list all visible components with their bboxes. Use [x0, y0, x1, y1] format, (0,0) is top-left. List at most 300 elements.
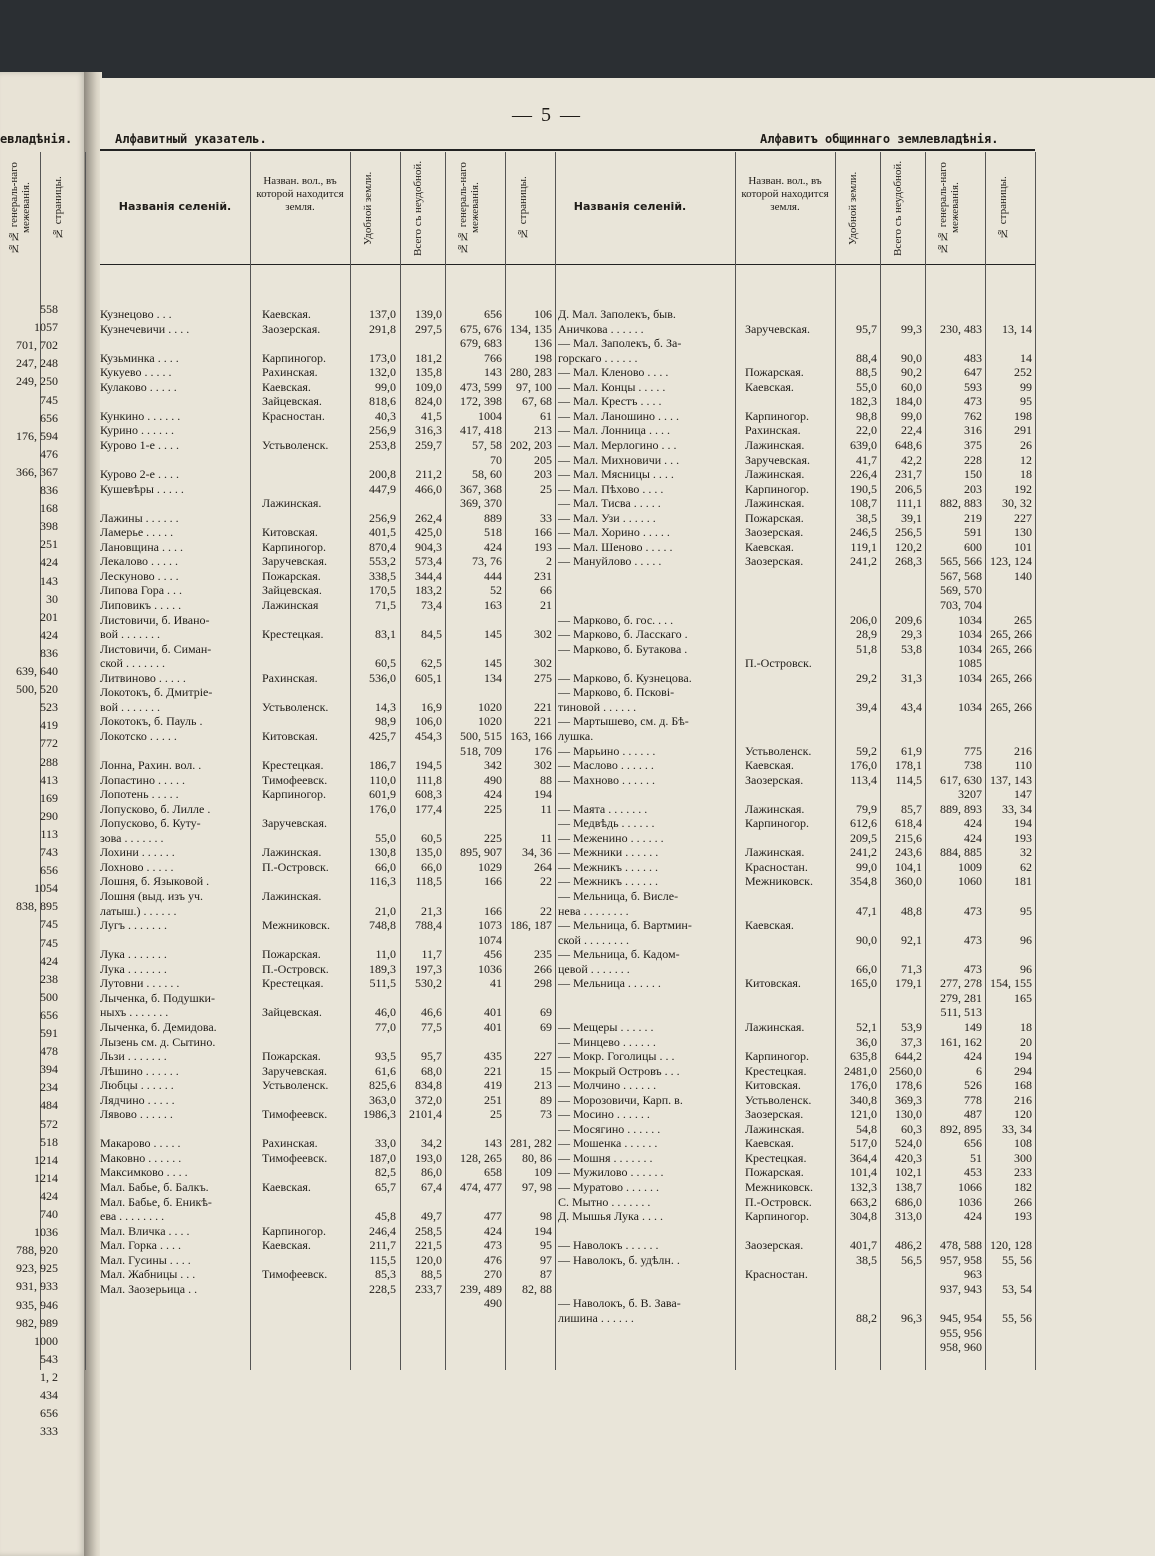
right-row-total: 53,8: [901, 641, 922, 656]
right-row-village-name: лушка.: [558, 728, 594, 743]
left-row-volost: П.-Островск.: [262, 961, 329, 976]
left-row-village-name: Лопастино . . . . .: [100, 772, 186, 787]
left-row-total: 120,0: [415, 1252, 442, 1267]
right-row-arable: 241,2: [850, 554, 877, 569]
left-row-survey: 518: [484, 525, 502, 540]
left-page-value: 234: [40, 1080, 58, 1095]
right-row-arable: 47,1: [856, 903, 877, 918]
right-row-arable: 79,9: [856, 801, 877, 816]
left-page-value: 288: [40, 754, 58, 769]
right-row-total: 618,4: [895, 816, 922, 831]
right-row-village-name: — Мокрый Островъ . . .: [558, 1063, 680, 1078]
right-row-village-name: — Наволокъ, б. В. Зава-: [558, 1296, 681, 1311]
left-row-volost: Заручевская.: [262, 554, 327, 569]
right-row-survey: 1085: [958, 656, 982, 671]
left-row-arable: 61,6: [375, 1063, 396, 1078]
right-row-volost: Китовская.: [745, 1078, 801, 1093]
right-row-village-name: — Мужилово . . . . . .: [558, 1165, 664, 1180]
left-row-village-name: Маковно . . . . . .: [100, 1150, 182, 1165]
left-page-value: 176, 594: [16, 428, 58, 443]
left-page-value: 398: [40, 519, 58, 534]
left-page-value: 591: [40, 1026, 58, 1040]
right-row-volost: Красностан.: [745, 1267, 808, 1282]
right-row-total: 114,5: [895, 772, 922, 787]
left-row-total: 316,3: [415, 423, 442, 438]
right-row-survey: 889, 893: [940, 801, 982, 816]
right-row-total: 120,2: [895, 539, 922, 554]
column-divider: [835, 152, 836, 1370]
left-row-survey: 25: [490, 1107, 502, 1122]
left-row-village-name: Лохини . . . . . .: [100, 845, 175, 860]
right-row-arable: 59,2: [856, 743, 877, 758]
left-row-village-name: Лыченка, б. Демидова.: [100, 1019, 217, 1034]
left-row-arable: 511,5: [369, 976, 396, 991]
right-row-total: 686,0: [895, 1194, 922, 1209]
left-row-survey: 500, 515: [460, 728, 502, 743]
left-row-pages: 66: [540, 583, 552, 598]
right-row-total: 99,3: [901, 321, 922, 336]
left-row-volost: Карпиногор.: [262, 539, 327, 554]
left-row-pages: 98: [540, 1209, 552, 1224]
column-header-arable: Удобной земли.: [847, 171, 859, 245]
right-row-total: 524,0: [895, 1136, 922, 1151]
right-row-arable: 176,0: [850, 758, 877, 773]
left-page-value: 478: [40, 1044, 58, 1059]
left-row-arable: 338,5: [369, 568, 396, 583]
right-row-survey: 161, 162: [940, 1034, 982, 1049]
left-row-total: 86,0: [421, 1165, 442, 1180]
right-row-pages: 96: [1020, 932, 1032, 947]
left-row-total: 16,9: [421, 699, 442, 714]
left-row-volost: Крестецкая.: [262, 976, 324, 991]
left-row-survey: 424: [484, 787, 502, 802]
left-page-value: 543: [40, 1351, 58, 1366]
left-row-arable: 536,0: [369, 670, 396, 685]
right-row-village-name: С. Мытно . . . . . . .: [558, 1194, 651, 1209]
left-page-value: 143: [40, 573, 58, 588]
left-row-pages: 213: [534, 1078, 552, 1093]
right-row-pages: 120, 128: [990, 1238, 1032, 1253]
left-row-survey: 52: [490, 583, 502, 598]
right-row-village-name: — Мельница . . . . . .: [558, 976, 661, 991]
left-row-volost: Межниковск.: [262, 918, 330, 933]
left-row-pages: 231: [534, 568, 552, 583]
right-row-village-name: — Муратово . . . . . .: [558, 1180, 660, 1194]
column-header-volost: Назван. вол., въ которой находится земля.: [741, 175, 829, 213]
right-row-pages: 154, 155: [990, 976, 1032, 991]
right-row-village-name: — Марково, б. Ласскаго .: [558, 627, 688, 642]
right-row-pages: 62: [1020, 859, 1032, 874]
left-row-village-name: Лонна, Рахин. вол. .: [100, 758, 202, 773]
left-row-volost: Каевская.: [262, 1238, 311, 1253]
right-row-arable: 39,4: [856, 699, 877, 714]
left-row-volost: Зайцевская.: [262, 1005, 322, 1020]
left-row-survey: 1029: [478, 859, 502, 874]
right-row-survey: 703, 704: [940, 598, 982, 612]
right-row-village-name: — Мал. Шеново . . . . .: [558, 539, 673, 554]
right-row-village-name: — Мошня . . . . . . .: [558, 1150, 653, 1165]
left-row-village-name: Курово 2-е . . . .: [100, 467, 180, 482]
left-row-survey: 658: [484, 1165, 502, 1180]
column-divider: [555, 152, 556, 1370]
left-row-survey: 1074: [478, 932, 502, 947]
right-row-pages: 95: [1020, 903, 1032, 918]
left-row-total: 2101,4: [409, 1107, 442, 1122]
right-row-pages: 252: [1014, 365, 1032, 380]
left-row-survey: 221: [484, 1063, 502, 1078]
left-page-value: 743: [40, 845, 58, 859]
left-row-village-name: Мал. Заозерьица . .: [100, 1281, 198, 1296]
right-row-village-name: — Мал. Ланошино . . . .: [558, 408, 680, 423]
left-row-survey: 889: [484, 510, 502, 525]
left-row-volost: Китовская.: [262, 728, 318, 743]
left-page-value: 1036: [34, 1225, 58, 1240]
right-row-survey: 375: [964, 437, 982, 452]
left-page-value: 931, 933: [16, 1279, 58, 1294]
left-page-value: 424: [40, 1188, 58, 1203]
right-row-village-name: — Мошенка . . . . . .: [558, 1136, 658, 1151]
left-row-pages: 235: [534, 947, 552, 962]
right-row-total: 43,4: [901, 699, 922, 714]
left-row-village-name: ныхъ . . . . . . .: [100, 1005, 169, 1020]
left-row-pages: 87: [540, 1267, 552, 1282]
right-row-pages: 193: [1014, 1209, 1032, 1224]
right-row-survey: 957, 958: [940, 1252, 982, 1267]
left-page-value: 656: [40, 1007, 58, 1022]
left-row-survey: 1004: [478, 408, 502, 423]
left-row-total: 88,5: [421, 1267, 442, 1282]
right-row-volost: Каевская.: [745, 1136, 794, 1151]
left-row-pages: 61: [540, 408, 552, 423]
left-row-village-name: Мал. Бабье, б. Балкъ.: [100, 1180, 209, 1194]
right-row-village-name: — Мал. Лонница . . . .: [558, 423, 670, 438]
right-row-village-name: цевой . . . . . . .: [558, 961, 630, 976]
left-row-survey: 70: [490, 452, 502, 467]
left-row-volost: Тимофеевск.: [262, 772, 328, 787]
right-row-arable: 88,4: [856, 350, 877, 365]
right-row-survey: 473: [964, 903, 982, 918]
left-page-header: евладѣнія.: [0, 132, 73, 146]
right-row-pages: 99: [1020, 379, 1032, 394]
left-page-value: 247, 248: [16, 356, 58, 371]
left-row-pages: 67, 68: [522, 394, 552, 409]
right-row-arable: 340,8: [850, 1092, 877, 1107]
right-row-pages: 265, 266: [990, 670, 1032, 685]
left-row-village-name: Лука . . . . . . .: [100, 947, 167, 962]
right-row-arable: 165,0: [850, 976, 877, 991]
right-row-survey: 1060: [958, 874, 982, 889]
left-row-village-name: Лекалово . . . . .: [100, 554, 179, 569]
left-row-total: 109,0: [415, 379, 442, 394]
left-row-pages: 22: [540, 874, 552, 889]
right-row-survey: 1009: [958, 859, 982, 874]
right-row-pages: 265, 266: [990, 641, 1032, 656]
left-row-arable: 83,1: [375, 627, 396, 642]
right-row-volost: Заозерская.: [745, 1238, 804, 1253]
right-row-total: 104,1: [895, 859, 922, 874]
column-divider: [250, 152, 251, 1370]
right-row-village-name: — Наволокъ . . . . . .: [558, 1238, 659, 1253]
left-row-total: 211,2: [415, 467, 442, 482]
right-row-survey: 316: [964, 423, 982, 438]
left-row-arable: 425,7: [369, 728, 396, 743]
right-row-volost: Заозерская.: [745, 1107, 804, 1122]
right-row-volost: Устьволенск.: [745, 743, 812, 758]
right-row-survey: 487: [964, 1107, 982, 1122]
right-row-volost: Заозерская.: [745, 772, 804, 787]
left-row-arable: 55,0: [375, 830, 396, 845]
left-row-survey: 766: [484, 350, 502, 365]
right-row-arable: 29,2: [856, 670, 877, 685]
left-row-volost: Карпиногор.: [262, 350, 327, 365]
right-row-village-name: — Мал. Узи . . . . . .: [558, 510, 656, 525]
right-row-village-name: — Мал. Мерлогино . . .: [558, 437, 677, 452]
right-row-village-name: — Мокр. Гоголицы . . .: [558, 1049, 675, 1064]
right-row-arable: 364,4: [850, 1150, 877, 1165]
right-row-pages: 123, 124: [990, 554, 1032, 569]
right-row-total: 268,3: [895, 554, 922, 569]
left-row-arable: 818,6: [369, 394, 396, 409]
left-page-value: 366, 367: [16, 464, 58, 479]
left-row-pages: 221: [534, 714, 552, 729]
left-row-pages: 302: [534, 758, 552, 773]
right-row-arable: 246,5: [850, 525, 877, 540]
right-row-volost: Карпиногор.: [745, 1049, 810, 1064]
left-page-value: 424: [40, 953, 58, 968]
right-row-survey: 958, 960: [940, 1340, 982, 1355]
left-page-value: 701, 702: [16, 338, 58, 353]
left-page-value: 558: [40, 302, 58, 316]
left-row-arable: 825,6: [369, 1078, 396, 1093]
right-row-total: 130,0: [895, 1107, 922, 1122]
right-row-arable: 206,0: [850, 612, 877, 627]
left-row-arable: 45,8: [375, 1209, 396, 1224]
left-row-arable: 246,4: [369, 1223, 396, 1238]
left-row-arable: 77,0: [375, 1019, 396, 1034]
right-row-volost: Заозерская.: [745, 554, 804, 569]
right-row-village-name: Аничкова . . . . . .: [558, 321, 644, 336]
right-row-survey: 882, 883: [940, 496, 982, 511]
left-row-volost: Рахинская.: [262, 670, 318, 685]
column-divider: [985, 152, 986, 1370]
right-row-volost: Крестецкая.: [745, 1063, 807, 1078]
right-row-total: 648,6: [895, 437, 922, 452]
left-row-village-name: вой . . . . . . .: [100, 699, 161, 714]
left-row-arable: 170,5: [369, 583, 396, 598]
left-row-survey: 476: [484, 1252, 502, 1267]
left-row-survey: 57, 58: [472, 437, 502, 452]
left-row-total: 466,0: [415, 481, 442, 496]
right-row-survey: 778: [964, 1092, 982, 1107]
left-row-pages: 266: [534, 961, 552, 976]
right-row-pages: 291: [1014, 423, 1032, 438]
right-row-survey: 775: [964, 743, 982, 758]
right-row-volost: Каевская.: [745, 379, 794, 394]
right-row-village-name: — Межникъ . . . . . .: [558, 874, 659, 889]
left-row-survey: 134: [484, 670, 502, 685]
page-number: — 5 —: [512, 104, 582, 126]
right-row-pages: 55, 56: [1002, 1252, 1032, 1267]
right-row-total: 60,0: [901, 379, 922, 394]
left-row-village-name: Литвиново . . . . .: [100, 670, 186, 685]
left-row-arable: 256,9: [369, 423, 396, 438]
right-row-village-name: — Медвѣдь . . . . . .: [558, 816, 655, 831]
left-row-village-name: Локотокъ, б. Дмитріе-: [100, 685, 213, 700]
left-row-village-name: Лѣшино . . . . . .: [100, 1063, 179, 1078]
right-row-total: 42,2: [901, 452, 922, 467]
right-row-volost: Лажинская.: [745, 801, 805, 816]
right-row-pages: 33, 34: [1002, 801, 1032, 816]
left-row-village-name: Курово 1-е . . . .: [100, 437, 180, 452]
right-row-arable: 22,0: [856, 423, 877, 438]
left-row-survey: 166: [484, 903, 502, 918]
right-row-volost: Лажинская.: [745, 467, 805, 482]
left-row-arable: 173,0: [369, 350, 396, 365]
right-row-total: 48,8: [901, 903, 922, 918]
right-row-village-name: — Мельница, б. Вартмин-: [558, 918, 692, 933]
right-row-volost: Заозерская.: [745, 525, 804, 540]
right-row-survey: 6: [976, 1063, 982, 1078]
left-row-total: 139,0: [415, 307, 442, 321]
right-row-pages: 18: [1020, 1019, 1032, 1034]
left-row-village-name: Листовичи, б. Симан-: [100, 641, 212, 656]
right-row-total: 111,1: [895, 496, 922, 511]
left-row-arable: 291,8: [369, 321, 396, 336]
left-row-survey: 417, 418: [460, 423, 502, 438]
left-row-volost: Каевская.: [262, 307, 311, 321]
left-row-survey: 1036: [478, 961, 502, 976]
right-row-arable: 52,1: [856, 1019, 877, 1034]
left-row-volost: Устьволенск.: [262, 699, 329, 714]
right-row-volost: Карпиногор.: [745, 408, 810, 423]
left-row-total: 21,3: [421, 903, 442, 918]
left-row-arable: 1986,3: [363, 1107, 396, 1122]
left-row-total: 84,5: [421, 627, 442, 642]
left-row-survey: 128, 265: [460, 1150, 502, 1165]
left-page-value: 484: [40, 1098, 58, 1113]
right-row-survey: 277, 278: [940, 976, 982, 991]
left-row-survey: 895, 907: [460, 845, 502, 860]
left-row-pages: 97, 98: [522, 1180, 552, 1194]
left-row-arable: 211,7: [369, 1238, 396, 1253]
left-row-total: 49,7: [421, 1209, 442, 1224]
right-row-total: 37,3: [901, 1034, 922, 1049]
right-row-survey: 647: [964, 365, 982, 380]
left-row-arable: 99,0: [375, 379, 396, 394]
left-row-survey: 166: [484, 874, 502, 889]
left-page-value: 168: [40, 501, 58, 516]
left-row-village-name: Мал. Жабницы . . .: [100, 1267, 196, 1282]
left-row-total: 344,4: [415, 568, 442, 583]
left-row-survey: 145: [484, 627, 502, 642]
left-page-value: 518: [40, 1134, 58, 1149]
right-row-arable: 51,8: [856, 641, 877, 656]
left-row-pages: 80, 86: [522, 1150, 552, 1165]
left-row-survey: 456: [484, 947, 502, 962]
right-row-volost: Межниковск.: [745, 1180, 813, 1194]
right-row-survey: 1036: [958, 1194, 982, 1209]
right-row-arable: 176,0: [850, 1078, 877, 1093]
right-row-pages: 13, 14: [1002, 321, 1032, 336]
column-divider: [445, 152, 446, 1370]
left-row-pages: 198: [534, 350, 552, 365]
left-row-pages: 194: [534, 787, 552, 802]
left-row-village-name: ской . . . . . . .: [100, 656, 165, 671]
right-row-volost: Лажинская.: [745, 1121, 805, 1136]
left-row-total: 111,8: [415, 772, 442, 787]
right-row-total: 360,0: [895, 874, 922, 889]
left-row-total: 262,4: [415, 510, 442, 525]
right-row-pages: 294: [1014, 1063, 1032, 1078]
right-row-village-name: — Мещеры . . . . . .: [558, 1019, 654, 1034]
left-row-total: 95,7: [421, 1049, 442, 1064]
right-row-total: 231,7: [895, 467, 922, 482]
left-row-survey: 342: [484, 758, 502, 773]
right-row-total: 644,2: [895, 1049, 922, 1064]
left-row-arable: 110,0: [369, 772, 396, 787]
right-row-arable: 36,0: [856, 1034, 877, 1049]
right-row-total: 215,6: [895, 830, 922, 845]
left-row-arable: 82,5: [375, 1165, 396, 1180]
left-row-total: 68,0: [421, 1063, 442, 1078]
left-row-survey: 172, 398: [460, 394, 502, 409]
right-row-total: 2560,0: [889, 1063, 922, 1078]
column-header-village: Названія селеній.: [573, 200, 687, 213]
left-row-total: 193,0: [415, 1150, 442, 1165]
left-row-survey: 473: [484, 1238, 502, 1253]
right-row-pages: 140: [1014, 568, 1032, 583]
left-row-village-name: Кукуево . . . . .: [100, 365, 172, 380]
left-row-village-name: Мал. Вличка . . . .: [100, 1223, 190, 1238]
right-row-pages: 193: [1014, 830, 1032, 845]
right-row-village-name: — Мосягино . . . . . .: [558, 1121, 661, 1136]
left-row-survey: 656: [484, 307, 502, 321]
right-row-village-name: ской . . . . . . . .: [558, 932, 629, 947]
right-row-survey: 51: [970, 1150, 982, 1165]
right-row-arable: 226,4: [850, 467, 877, 482]
right-row-pages: 227: [1014, 510, 1032, 525]
left-row-village-name: Мал. Гусины . . . .: [100, 1252, 191, 1267]
left-row-pages: 69: [540, 1019, 552, 1034]
left-page-value: 113: [40, 826, 58, 841]
column-header-arable: Удобной земли.: [362, 171, 374, 245]
left-row-arable: 176,0: [369, 801, 396, 816]
left-row-survey: 518, 709: [460, 743, 502, 758]
right-row-survey: 591: [964, 525, 982, 540]
right-row-village-name: тиновой . . . . . .: [558, 699, 637, 714]
left-row-village-name: Лявово . . . . . .: [100, 1107, 173, 1122]
right-row-volost: Заручевская.: [745, 452, 810, 467]
left-row-survey: 424: [484, 1223, 502, 1238]
right-row-volost: Китовская.: [745, 976, 801, 991]
left-row-arable: 130,8: [369, 845, 396, 860]
right-row-village-name: Д. Мышья Лука . . . .: [558, 1209, 663, 1224]
left-row-total: 233,7: [415, 1281, 442, 1296]
right-row-arable: 121,0: [850, 1107, 877, 1122]
right-row-total: 369,3: [895, 1092, 922, 1107]
column-divider: [400, 152, 401, 1370]
left-row-village-name: Кузнечевичи . . . .: [100, 321, 190, 336]
right-row-pages: 147: [1014, 787, 1032, 802]
right-row-pages: 182: [1014, 1180, 1032, 1194]
right-row-pages: 53, 54: [1002, 1281, 1032, 1296]
left-row-total: 258,5: [415, 1223, 442, 1238]
left-row-village-name: Мал. Бабье, б. Еникѣ-: [100, 1194, 212, 1209]
left-row-total: 259,7: [415, 437, 442, 452]
right-row-village-name: — Межникъ . . . . . .: [558, 859, 659, 874]
left-row-pages: 73: [540, 1107, 552, 1122]
right-row-arable: 182,3: [850, 394, 877, 409]
